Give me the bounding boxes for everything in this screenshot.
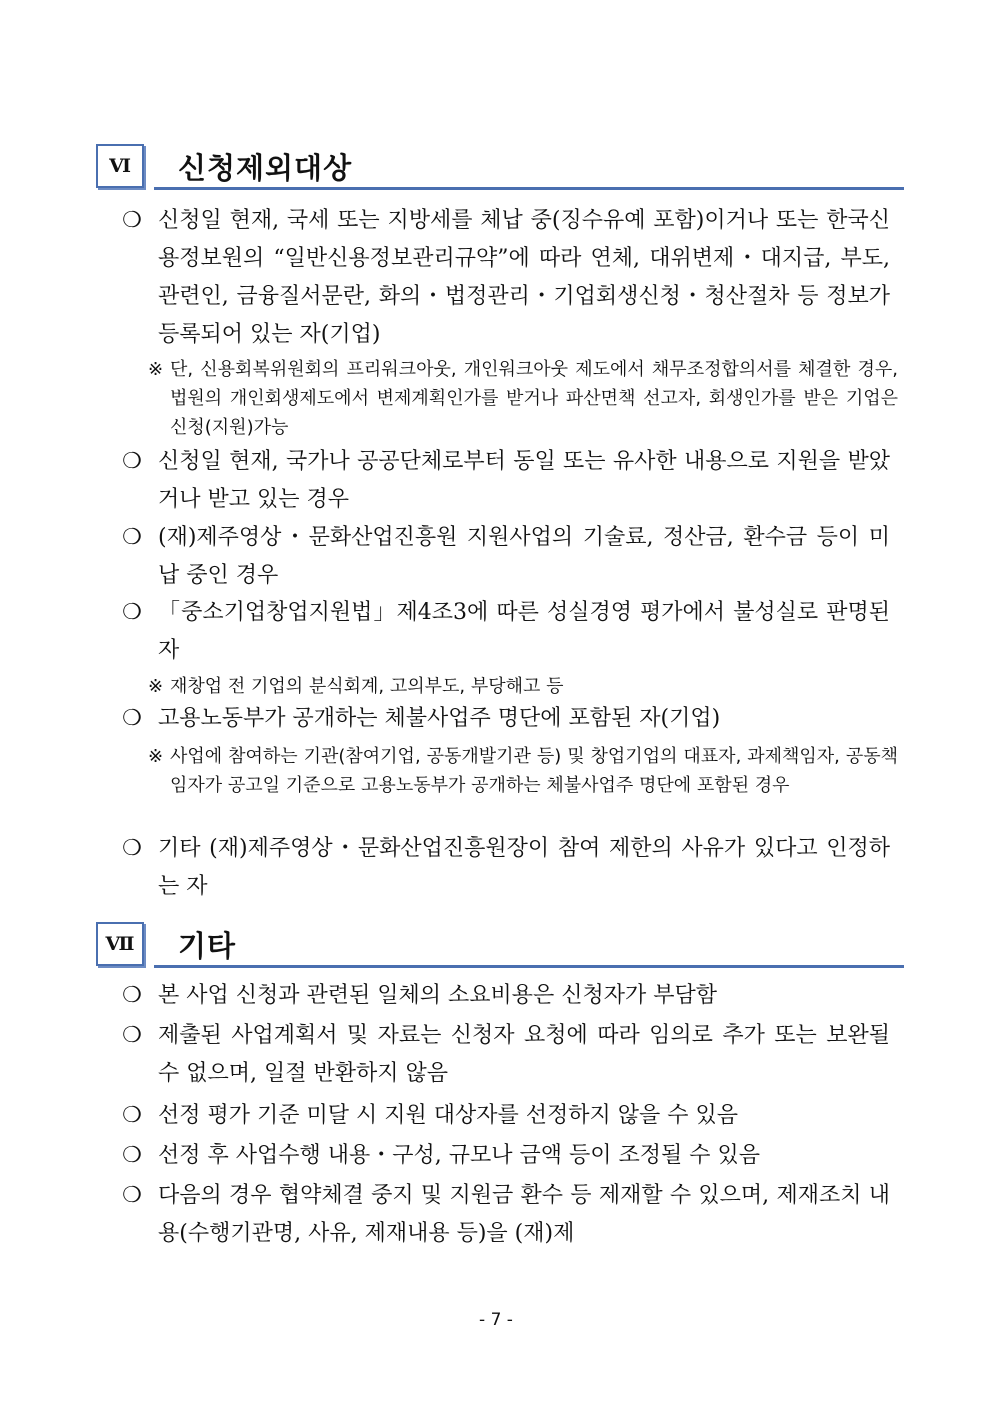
note-text: 재창업 전 기업의 분식회계, 고의부도, 부당해고 등 <box>170 676 564 697</box>
section-heading-vii <box>96 922 904 968</box>
bullet-circle-icon: ❍ <box>122 1023 142 1048</box>
reference-mark-icon: ※ <box>148 676 164 697</box>
list-item-text: 본 사업 신청과 관련된 일체의 소요비용은 신청자가 부담함 <box>158 983 718 1008</box>
bullet-circle-icon: ❍ <box>122 600 142 625</box>
note-text: 단, 신용회복위원회의 프리워크아웃, 개인워크아웃 제도에서 채무조정합의서를 체결한 경우, 법원의 개인회생제도에서 변제계획인가를 받거나 파산면책 선고자, 회생인가를 받은 기업은 신청(지원)가능 <box>170 359 898 438</box>
section-underline <box>154 965 904 968</box>
note <box>148 672 898 701</box>
list-item-text: 선정 평가 기준 미달 시 지원 대상자를 선정하지 않을 수 있음 <box>158 1103 738 1128</box>
list-item <box>120 700 890 738</box>
list-item-text: 신청일 현재, 국세 또는 지방세를 체납 중(징수유예 포함)이거나 또는 한국신용정보원의 “일반신용정보관리규약”에 따라 연체, 대위변제・대지급, 부도, 관련인, 금융질서문란, 화의・법정관리・기업회생신청・청산절차 등 정보가 등록되어 있는 자(기업) <box>158 208 890 347</box>
list-item <box>120 202 890 354</box>
note <box>148 355 898 442</box>
list-item <box>120 594 890 670</box>
list-item-text: 신청일 현재, 국가나 공공단체로부터 동일 또는 유사한 내용으로 지원을 받았거나 받고 있는 경우 <box>158 449 890 512</box>
list-item <box>120 519 890 595</box>
list-item <box>120 443 890 519</box>
bullet-circle-icon: ❍ <box>122 449 142 474</box>
note-text: 사업에 참여하는 기관(참여기업, 공동개발기관 등) 및 창업기업의 대표자, 과제책임자, 공동책임자가 공고일 기준으로 고용노동부가 공개하는 체불사업주 명단에 포함된 경우 <box>170 746 898 796</box>
list-item-text: 고용노동부가 공개하는 체불사업주 명단에 포함된 자(기업) <box>158 706 721 731</box>
section-number-box: Ⅵ <box>96 144 144 188</box>
reference-mark-icon: ※ <box>148 359 164 380</box>
list-item <box>120 977 890 1015</box>
list-item-text: (재)제주영상・문화산업진흥원 지원사업의 기술료, 정산금, 환수금 등이 미납 중인 경우 <box>158 525 890 588</box>
section-underline <box>154 187 904 190</box>
section-title: 신청제외대상 <box>178 151 353 185</box>
section-heading-vi <box>96 144 904 190</box>
page-number: - 7 - <box>479 1310 513 1330</box>
list-item-text: 다음의 경우 협약체결 중지 및 지원금 환수 등 제재할 수 있으며, 제재조치 내용(수행기관명, 사유, 제재내용 등)을 (재)제 <box>158 1183 890 1246</box>
bullet-circle-icon: ❍ <box>122 1103 142 1128</box>
bullet-circle-icon: ❍ <box>122 525 142 550</box>
bullet-circle-icon: ❍ <box>122 1183 142 1208</box>
reference-mark-icon: ※ <box>148 746 164 767</box>
list-item <box>120 1137 890 1175</box>
bullet-circle-icon: ❍ <box>122 983 142 1008</box>
section-number-box: Ⅶ <box>96 922 144 966</box>
section-title: 기타 <box>178 929 237 963</box>
list-item <box>120 1017 890 1093</box>
list-item-text: 선정 후 사업수행 내용・구성, 규모나 금액 등이 조정될 수 있음 <box>158 1143 760 1168</box>
list-item <box>120 1177 890 1253</box>
note <box>148 742 898 829</box>
bullet-circle-icon: ❍ <box>122 1143 142 1168</box>
bullet-circle-icon: ❍ <box>122 836 142 861</box>
list-item-text: 제출된 사업계획서 및 자료는 신청자 요청에 따라 임의로 추가 또는 보완될 수 없으며, 일절 반환하지 않음 <box>158 1023 890 1086</box>
list-item <box>120 830 890 906</box>
bullet-circle-icon: ❍ <box>122 208 142 233</box>
list-item <box>120 1097 890 1135</box>
list-item-text: 「중소기업창업지원법」제4조3에 따른 성실경영 평가에서 불성실로 판명된 자 <box>158 600 890 663</box>
bullet-circle-icon: ❍ <box>122 706 142 731</box>
list-item-text: 기타 (재)제주영상・문화산업진흥원장이 참여 제한의 사유가 있다고 인정하는 자 <box>158 836 890 899</box>
